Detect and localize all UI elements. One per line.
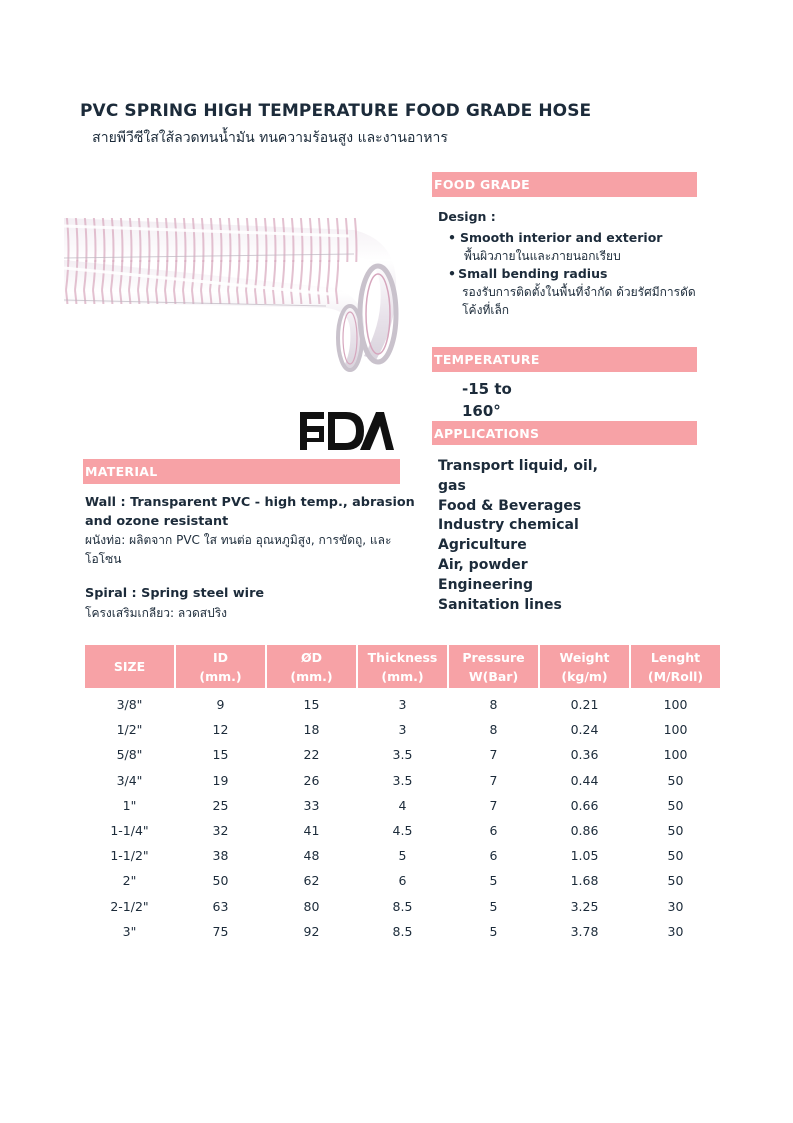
table-cell: 5 (398, 848, 407, 864)
table-cell: 25 (212, 797, 229, 813)
table-cell: 50 (667, 823, 684, 839)
page-title: PVC SPRING HIGH TEMPERATURE FOOD GRADE HOSE (80, 101, 592, 121)
table-cell: 3.25 (570, 898, 599, 914)
table-cell: 1" (122, 797, 137, 813)
applications-heading: APPLICATIONS (432, 421, 697, 445)
applications-list (438, 457, 638, 615)
design-item (448, 229, 698, 265)
table-cell: 6 (489, 848, 498, 864)
table-cell: 2-1/2" (110, 898, 149, 914)
design-list (448, 229, 698, 319)
table-cell: 0.86 (570, 823, 599, 839)
hose-product-image (64, 210, 400, 372)
table-row (85, 843, 720, 868)
table-cell: 3/8" (116, 697, 143, 713)
design-label: Design : (438, 209, 496, 224)
table-cell: 75 (212, 923, 229, 939)
table-header-row (85, 645, 720, 688)
table-cell: 32 (212, 823, 229, 839)
bullet-icon: • (448, 266, 456, 281)
design-item-th: พื้นผิวภายในและภายนอกเรียบ (464, 249, 621, 263)
table-cell: 30 (667, 898, 684, 914)
table-cell: 8 (489, 697, 498, 713)
temperature-value: -15 to 160° (462, 380, 512, 420)
table-row (85, 919, 720, 944)
table-cell: 15 (303, 697, 320, 713)
bullet-icon: • (448, 230, 456, 245)
table-cell: 5 (489, 873, 498, 889)
table-cell: 1-1/4" (110, 823, 149, 839)
table-cell: 6 (398, 873, 407, 889)
application-item: Industry chemical (438, 517, 579, 534)
table-cell: 4.5 (392, 823, 413, 839)
table-cell: 8.5 (392, 898, 413, 914)
table-cell: 92 (303, 923, 320, 939)
design-item (448, 265, 698, 319)
table-cell: 2" (122, 873, 137, 889)
table-cell: 38 (212, 848, 229, 864)
table-cell: 0.36 (570, 747, 599, 763)
application-item: Agriculture (438, 537, 527, 554)
table-cell: 30 (667, 923, 684, 939)
table-cell: 7 (489, 772, 498, 788)
table-cell: 1.68 (570, 873, 599, 889)
wall-th: ผนังท่อ: ผลิตจาก PVC ใส ทนต่อ อุณหภูมิสูง, การขัดถู, และ โอโซน (85, 533, 392, 566)
table-cell: 22 (303, 747, 320, 763)
application-item: Food & Beverages (438, 497, 582, 514)
column-header-length: Lenght (M/Roll) (631, 645, 720, 688)
table-cell: 9 (216, 697, 225, 713)
wall-en: Wall : Transparent PVC - high temp., abrasion and ozone resistant (85, 495, 415, 529)
temperature-heading: TEMPERATURE (432, 347, 697, 372)
table-cell: 7 (489, 797, 498, 813)
table-cell: 0.21 (570, 697, 599, 713)
material-description (85, 494, 415, 622)
table-cell: 4 (398, 797, 407, 813)
table-cell: 62 (303, 873, 320, 889)
column-header-weight: Weight (kg/m) (540, 645, 629, 688)
table-cell: 7 (489, 747, 498, 763)
table-cell: 15 (212, 747, 229, 763)
table-cell: 50 (667, 797, 684, 813)
table-row (85, 793, 720, 818)
table-cell: 26 (303, 772, 320, 788)
table-cell: 3 (398, 722, 407, 738)
table-cell: 8.5 (392, 923, 413, 939)
table-cell: 50 (667, 848, 684, 864)
table-cell: 6 (489, 823, 498, 839)
column-header-pressure: Pressure W(Bar) (449, 645, 538, 688)
spec-table (83, 645, 722, 944)
table-cell: 50 (212, 873, 229, 889)
column-header-od: ØD (mm.) (267, 645, 356, 688)
table-row (85, 717, 720, 742)
application-item: Transport liquid, oil, gas (438, 458, 598, 494)
table-cell: 5 (489, 923, 498, 939)
table-cell: 50 (667, 873, 684, 889)
spiral-en: Spiral : Spring steel wire (85, 586, 265, 601)
fda-logo (298, 410, 396, 452)
column-header-size: SIZE (85, 645, 174, 688)
table-cell: 3.78 (570, 923, 599, 939)
table-row (85, 768, 720, 793)
table-cell: 3.5 (392, 772, 413, 788)
table-cell: 18 (303, 722, 320, 738)
application-item: Sanitation lines (438, 596, 562, 613)
design-item-en: Small bending radius (458, 266, 608, 281)
table-cell: 100 (663, 722, 688, 738)
table-cell: 0.66 (570, 797, 599, 813)
table-cell: 41 (303, 823, 320, 839)
table-cell: 3 (398, 697, 407, 713)
page-subtitle: สายพีวีซีใสใส้ลวดทนน้ำมัน ทนความร้อนสูง และงานอาหาร (92, 130, 448, 146)
table-cell: 100 (663, 747, 688, 763)
table-cell: 63 (212, 898, 229, 914)
column-header-thickness: Thickness (mm.) (358, 645, 447, 688)
table-cell: 50 (667, 772, 684, 788)
design-item-en: Smooth interior and exterior (460, 230, 663, 245)
table-row (85, 818, 720, 843)
table-cell: 3" (122, 923, 137, 939)
table-row (85, 688, 720, 717)
table-cell: 1.05 (570, 848, 599, 864)
table-cell: 3/4" (116, 772, 143, 788)
table-cell: 100 (663, 697, 688, 713)
design-item-th: รองรับการติดตั้งในพื้นที่จำกัด ด้วยรัศมีการดัดโค้งที่เล็ก (462, 285, 696, 317)
spiral-th: โครงเสริมเกลียว: ลวดสปริง (85, 605, 228, 620)
table-cell: 80 (303, 898, 320, 914)
table-row (85, 742, 720, 767)
table-cell: 0.24 (570, 722, 599, 738)
table-cell: 5 (489, 898, 498, 914)
table-cell: 0.44 (570, 772, 599, 788)
table-row (85, 868, 720, 893)
table-cell: 33 (303, 797, 320, 813)
material-heading: MATERIAL (83, 459, 400, 484)
application-item: Air, powder (438, 556, 528, 573)
food-grade-heading: FOOD GRADE (432, 172, 697, 197)
column-header-id: ID (mm.) (176, 645, 265, 688)
application-item: Engineering (438, 576, 533, 593)
table-cell: 12 (212, 722, 229, 738)
table-cell: 1-1/2" (110, 848, 149, 864)
table-row (85, 894, 720, 919)
table-cell: 1/2" (116, 722, 143, 738)
table-cell: 5/8" (116, 747, 143, 763)
table-cell: 48 (303, 848, 320, 864)
table-cell: 19 (212, 772, 229, 788)
table-cell: 8 (489, 722, 498, 738)
table-cell: 3.5 (392, 747, 413, 763)
